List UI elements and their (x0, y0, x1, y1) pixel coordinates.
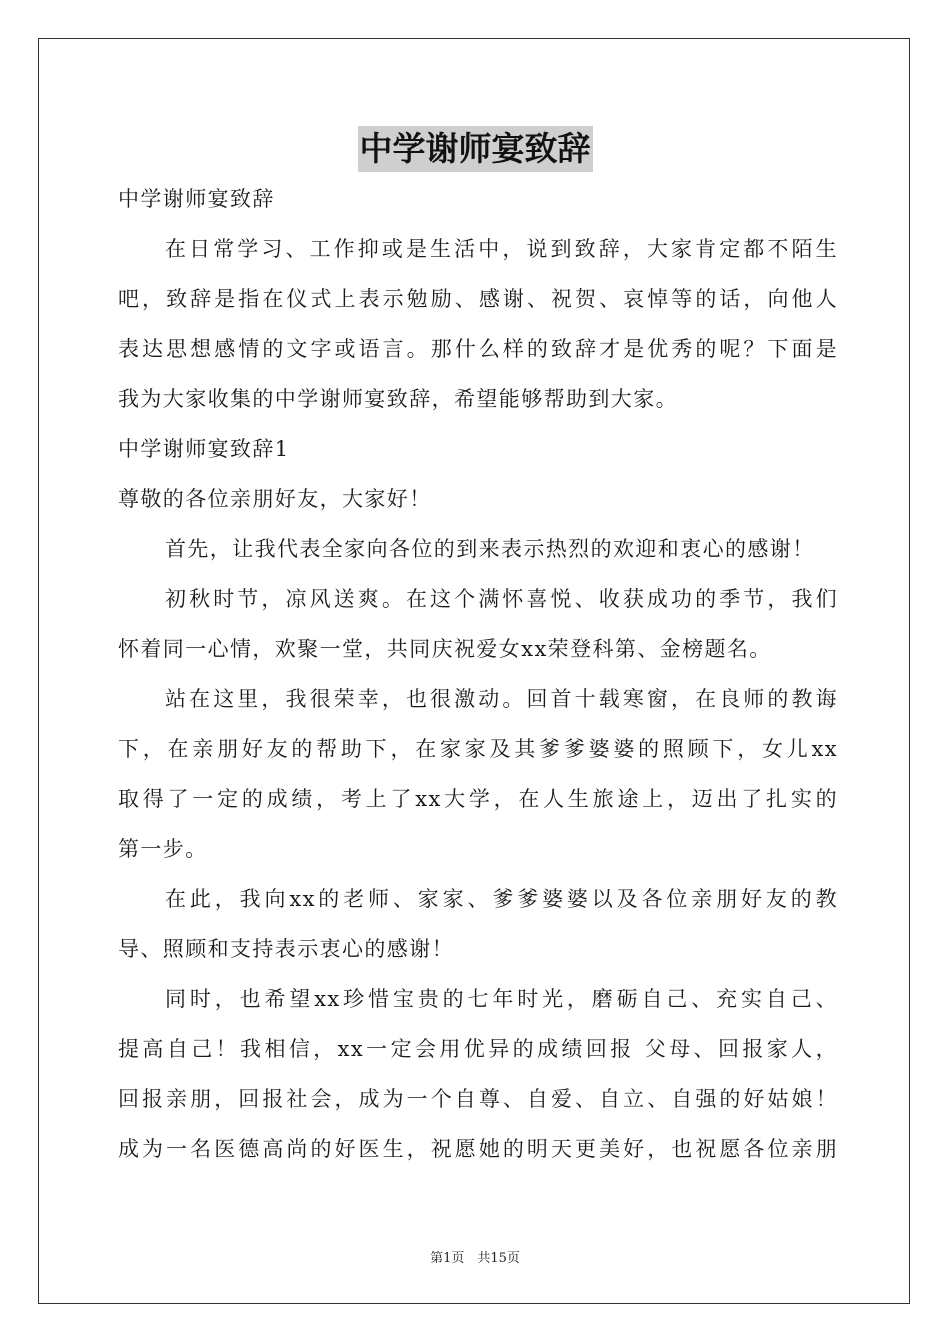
section-heading: 中学谢师宴致辞1 (118, 437, 290, 461)
paragraph-line: 回报亲朋，回报社会，成为一个自尊、自爱、自立、自强的好姑娘！ (118, 1087, 838, 1111)
page-footer: 第1页 共15页 (430, 1251, 520, 1266)
paragraph-line: 同时，也希望xx珍惜宝贵的七年时光，磨砺自己、充实自己、 (165, 987, 838, 1011)
paragraph-line: 站在这里，我很荣幸，也很激动。回首十载寒窗，在良师的教诲 (165, 687, 838, 711)
paragraph-line: 下，在亲朋好友的帮助下，在家家及其爹爹婆婆的照顾下，女儿xx (118, 737, 838, 761)
greeting-line: 尊敬的各位亲朋好友，大家好！ (118, 487, 432, 511)
paragraph-line: 在日常学习、工作抑或是生活中，说到致辞，大家肯定都不陌生 (165, 237, 838, 261)
paragraph-line: 吧，致辞是指在仪式上表示勉励、感谢、祝贺、哀悼等的话，向他人 (118, 287, 838, 311)
paragraph-line: 取得了一定的成绩，考上了xx大学，在人生旅途上，迈出了扎实的 (118, 787, 838, 811)
paragraph-line: 怀着同一心情，欢聚一堂，共同庆祝爱女xx荣登科第、金榜题名。 (118, 637, 772, 661)
paragraph-line: 我为大家收集的中学谢师宴致辞，希望能够帮助到大家。 (118, 387, 678, 411)
title-wrap (0, 126, 950, 172)
paragraph-line: 在此，我向xx的老师、家家、爹爹婆婆以及各位亲朋好友的教 (165, 887, 838, 911)
subtitle-line: 中学谢师宴致辞 (118, 187, 275, 211)
paragraph-line: 成为一名医德高尚的好医生，祝愿她的明天更美好，也祝愿各位亲朋 (118, 1137, 838, 1161)
document-title: 中学谢师宴致辞 (358, 126, 593, 172)
paragraph-line: 表达思想感情的文字或语言。那什么样的致辞才是优秀的呢？下面是 (118, 337, 838, 361)
paragraph-line: 第一步。 (118, 837, 208, 861)
paragraph-line: 导、照顾和支持表示衷心的感谢！ (118, 937, 454, 961)
paragraph-line: 初秋时节，凉风送爽。在这个满怀喜悦、收获成功的季节，我们 (165, 587, 838, 611)
page-border (38, 38, 910, 1304)
paragraph-line: 提高自己！我相信，xx一定会用优异的成绩回报 父母、回报家人， (118, 1037, 838, 1061)
paragraph-line: 首先，让我代表全家向各位的到来表示热烈的欢迎和衷心的感谢！ (165, 537, 815, 561)
